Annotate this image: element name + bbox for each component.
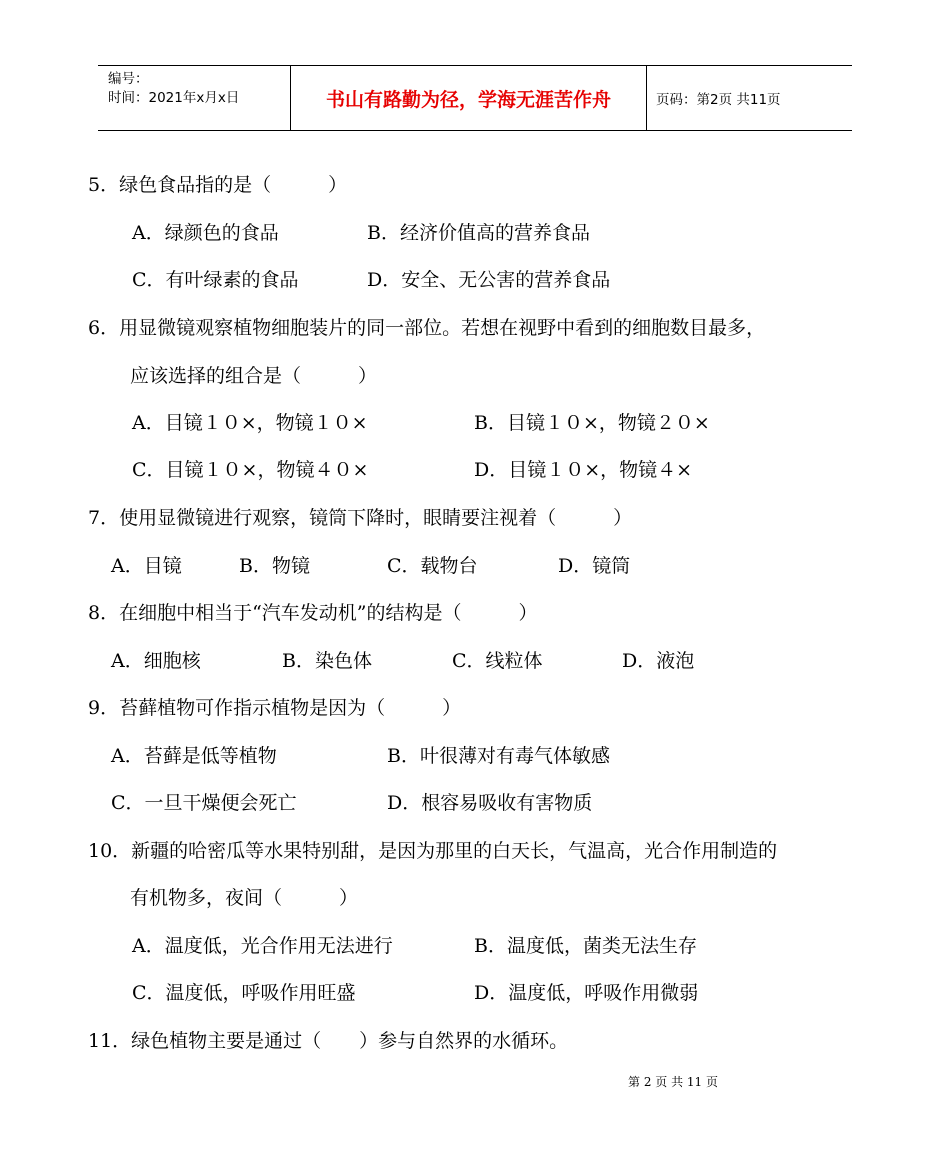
question-8-option-b: B．染色体 [282,650,372,672]
page-header [98,65,852,131]
question-10-option-c: C．温度低，呼吸作用旺盛 [132,982,356,1004]
header-motto: 书山有路勤为径，学海无涯苦作舟 [290,66,647,130]
header-page-info: 页码：第2页 共11页 [656,92,781,108]
question-7-option-b: B．物镜 [239,555,310,577]
question-5-option-c: C．有叶绿素的食品 [132,269,299,291]
question-9-option-c: C．一旦干燥便会死亡 [111,792,297,814]
question-8-option-d: D．液泡 [622,650,695,672]
question-6-option-b: B．目镜１０×，物镜２０× [474,412,710,434]
question-6-option-c: C．目镜１０×，物镜４０× [132,459,369,481]
question-6-option-a: A．目镜１０×，物镜１０× [132,412,368,434]
question-5-option-a: A．绿颜色的食品 [132,222,279,244]
question-8-option-a: A．细胞核 [111,650,201,672]
question-7-stem: 7．使用显微镜进行观察，镜筒下降时，眼睛要注视着（ ） [88,507,633,529]
document-number-label: 编号： [108,71,149,87]
question-6-stem-line-2: 应该选择的组合是（ ） [130,365,378,387]
question-9-option-b: B．叶很薄对有毒气体敏感 [387,745,610,767]
question-8-option-c: C．线粒体 [452,650,543,672]
question-11-stem: 11．绿色植物主要是通过（ ）参与自然界的水循环。 [88,1030,569,1052]
question-9-option-d: D．根容易吸收有害物质 [387,792,593,814]
question-6-option-d: D．目镜１０×，物镜４× [474,459,693,481]
question-10-stem-line-2: 有机物多，夜间（ ） [130,887,359,909]
question-5-option-d: D．安全、无公害的营养食品 [367,269,611,291]
question-7-option-d: D．镜筒 [558,555,631,577]
question-5-stem: 5．绿色食品指的是（ ） [88,174,348,196]
page-footer: 第 2 页 共 11 页 [628,1075,718,1089]
header-meta [98,66,290,130]
question-10-stem-line-1: 10．新疆的哈密瓜等水果特别甜，是因为那里的白天长，气温高，光合作用制造的 [88,840,778,862]
question-10-option-a: A．温度低，光合作用无法进行 [132,935,393,957]
question-10-option-d: D．温度低，呼吸作用微弱 [474,982,699,1004]
question-7-option-c: C．载物台 [387,555,478,577]
question-9-option-a: A．苔藓是低等植物 [111,745,277,767]
question-6-stem-line-1: 6．用显微镜观察植物细胞装片的同一部位。若想在视野中看到的细胞数目最多， [88,317,766,339]
question-5-option-b: B．经济价值高的营养食品 [367,222,590,244]
document-date: 时间：2021年x月x日 [108,90,240,106]
question-8-stem: 8．在细胞中相当于“汽车发动机”的结构是（ ） [88,602,538,624]
question-7-option-a: A．目镜 [111,555,182,577]
question-10-option-b: B．温度低，菌类无法生存 [474,935,697,957]
question-9-stem: 9．苔藓植物可作指示植物是因为（ ） [88,697,462,719]
